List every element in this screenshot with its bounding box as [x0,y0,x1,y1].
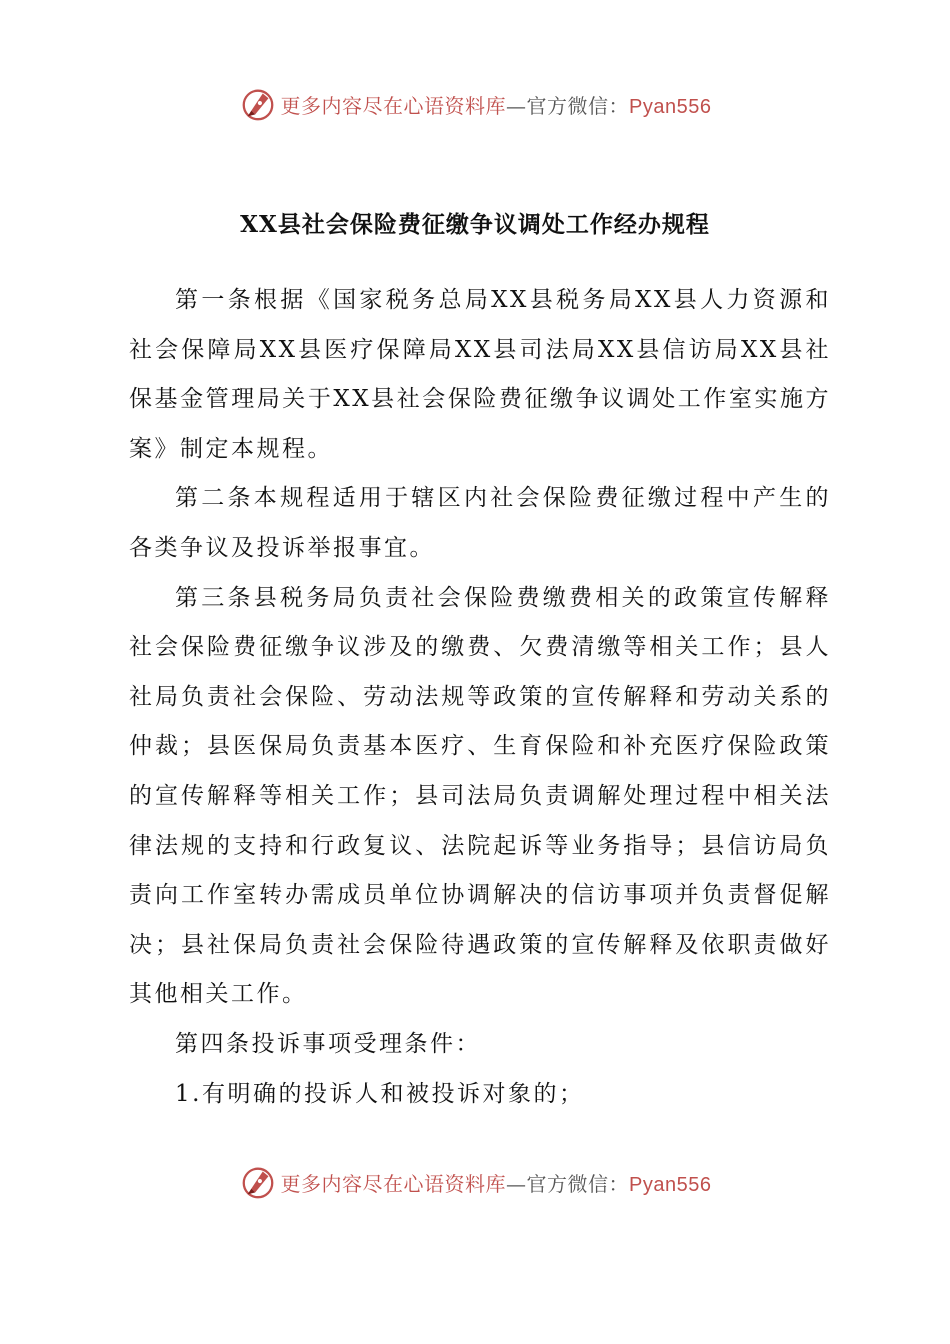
footer-banner [0,1160,950,1204]
banner-sub-text: 官方微信： [526,93,630,118]
banner-separator: — [506,93,527,118]
paragraph-item-1: 1.有明确的投诉人和被投诉对象的； [175,1080,585,1107]
banner-text [281,1168,712,1197]
paragraph-article-2: 第二条本规程适用于辖区内社会保险费征缴过程中产生的各类争议及投诉举报事宜。 [129,485,831,561]
paragraph-article-1: 第一条根据《国家税务总局XX县税务局XX县人力资源和社会保障局XX县医疗保障局XX县司法局XX县信访局XX县社保基金管理局关于XX县社会保险费征缴争议调处工作室实施方案》制定本规程。 [129,287,831,462]
header-banner [0,82,950,126]
banner-wechat-id: Pyan556 [629,1173,712,1196]
document-body [129,276,831,1119]
pen-nib-logo-icon [239,85,277,123]
banner-main-text: 更多内容尽在心语资料库 [280,1171,507,1196]
banner-text [281,90,712,119]
banner-main-text: 更多内容尽在心语资料库 [280,93,507,118]
document-title: XX县社会保险费征缴争议调处工作经办规程 [240,211,710,238]
paragraph-article-3: 第三条县税务局负责社会保险费缴费相关的政策宣传解释社会保险费征缴争议涉及的缴费、欠费清缴等相关工作；县人社局负责社会保险、劳动法规等政策的宣传解释和劳动关系的仲裁；县医保局负责基本医疗、生育保险和补充医疗保险政策的宣传解释等相关工作；县司法局负责调解处理过程中相关法律法规的支持和行政复议、法院起诉等业务指导；县信访局负责向工作室转办需成员单位协调解决的信访事项并负责督促解决；县社保局负责社会保险待遇政策的宣传解释及依职责做好其他相关工作。 [129,584,831,1008]
paragraph-article-4: 第四条投诉事项受理条件： [175,1030,481,1057]
banner-separator: — [506,1171,527,1196]
pen-nib-logo-icon [239,1163,277,1201]
banner-sub-text: 官方微信： [526,1171,630,1196]
banner-wechat-id: Pyan556 [629,95,712,118]
